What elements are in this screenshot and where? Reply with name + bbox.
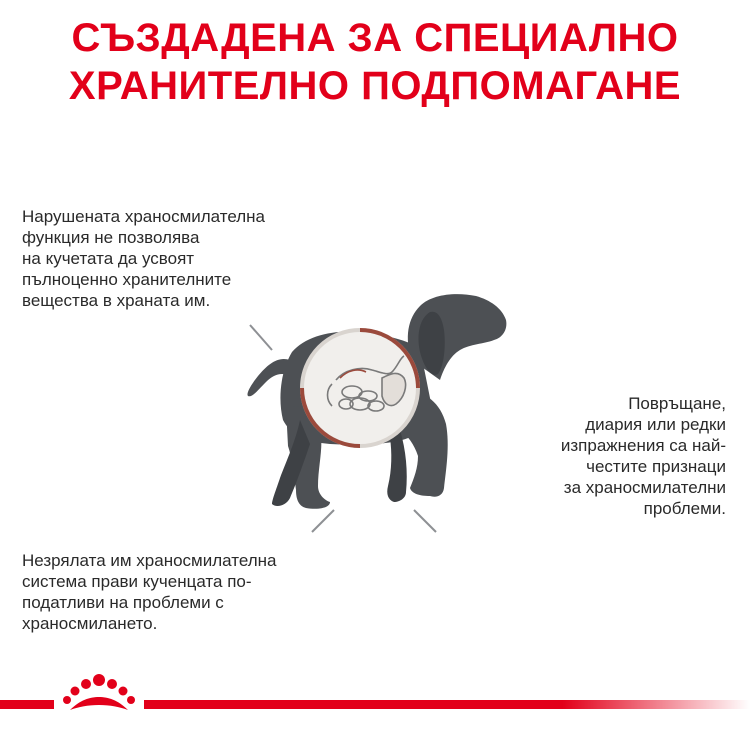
callout-line: податливи на проблеми с [22, 593, 224, 612]
callout-right [496, 393, 726, 519]
callout-line: система прави кученцата по- [22, 572, 252, 591]
callout-line: проблеми. [643, 499, 726, 518]
title-line-1: СЪЗДАДЕНА ЗА СПЕЦИАЛНО [71, 16, 679, 60]
callout-line: храносмилането. [22, 614, 158, 633]
title-line-2: ХРАНИТЕЛНО ПОДПОМАГАНЕ [68, 64, 682, 108]
callout-line: пълноценно хранителните [22, 270, 232, 289]
callout-line: Нарушената храносмилателна [22, 207, 266, 226]
callout-line: изпражнения са най- [560, 436, 726, 455]
leader-line-bottom-left [22, 510, 334, 532]
callout-line: функция не позволява [22, 228, 200, 247]
callout-line: честите признаци [586, 457, 726, 476]
callout-line: Незрялата им храносмилателна [22, 551, 277, 570]
digestive-tract-icon [302, 330, 418, 446]
callout-line: диария или редки [585, 415, 726, 434]
leader-line-top-left [22, 325, 272, 350]
callout-bottom-left [22, 550, 342, 634]
callout-line: Повръщане, [628, 394, 726, 413]
callout-line: за храносмилателни [563, 478, 726, 497]
callout-line: на кучетата да усвоят [22, 249, 195, 268]
callout-top-left [22, 206, 322, 311]
callout-line: вещества в храната им. [22, 291, 211, 310]
